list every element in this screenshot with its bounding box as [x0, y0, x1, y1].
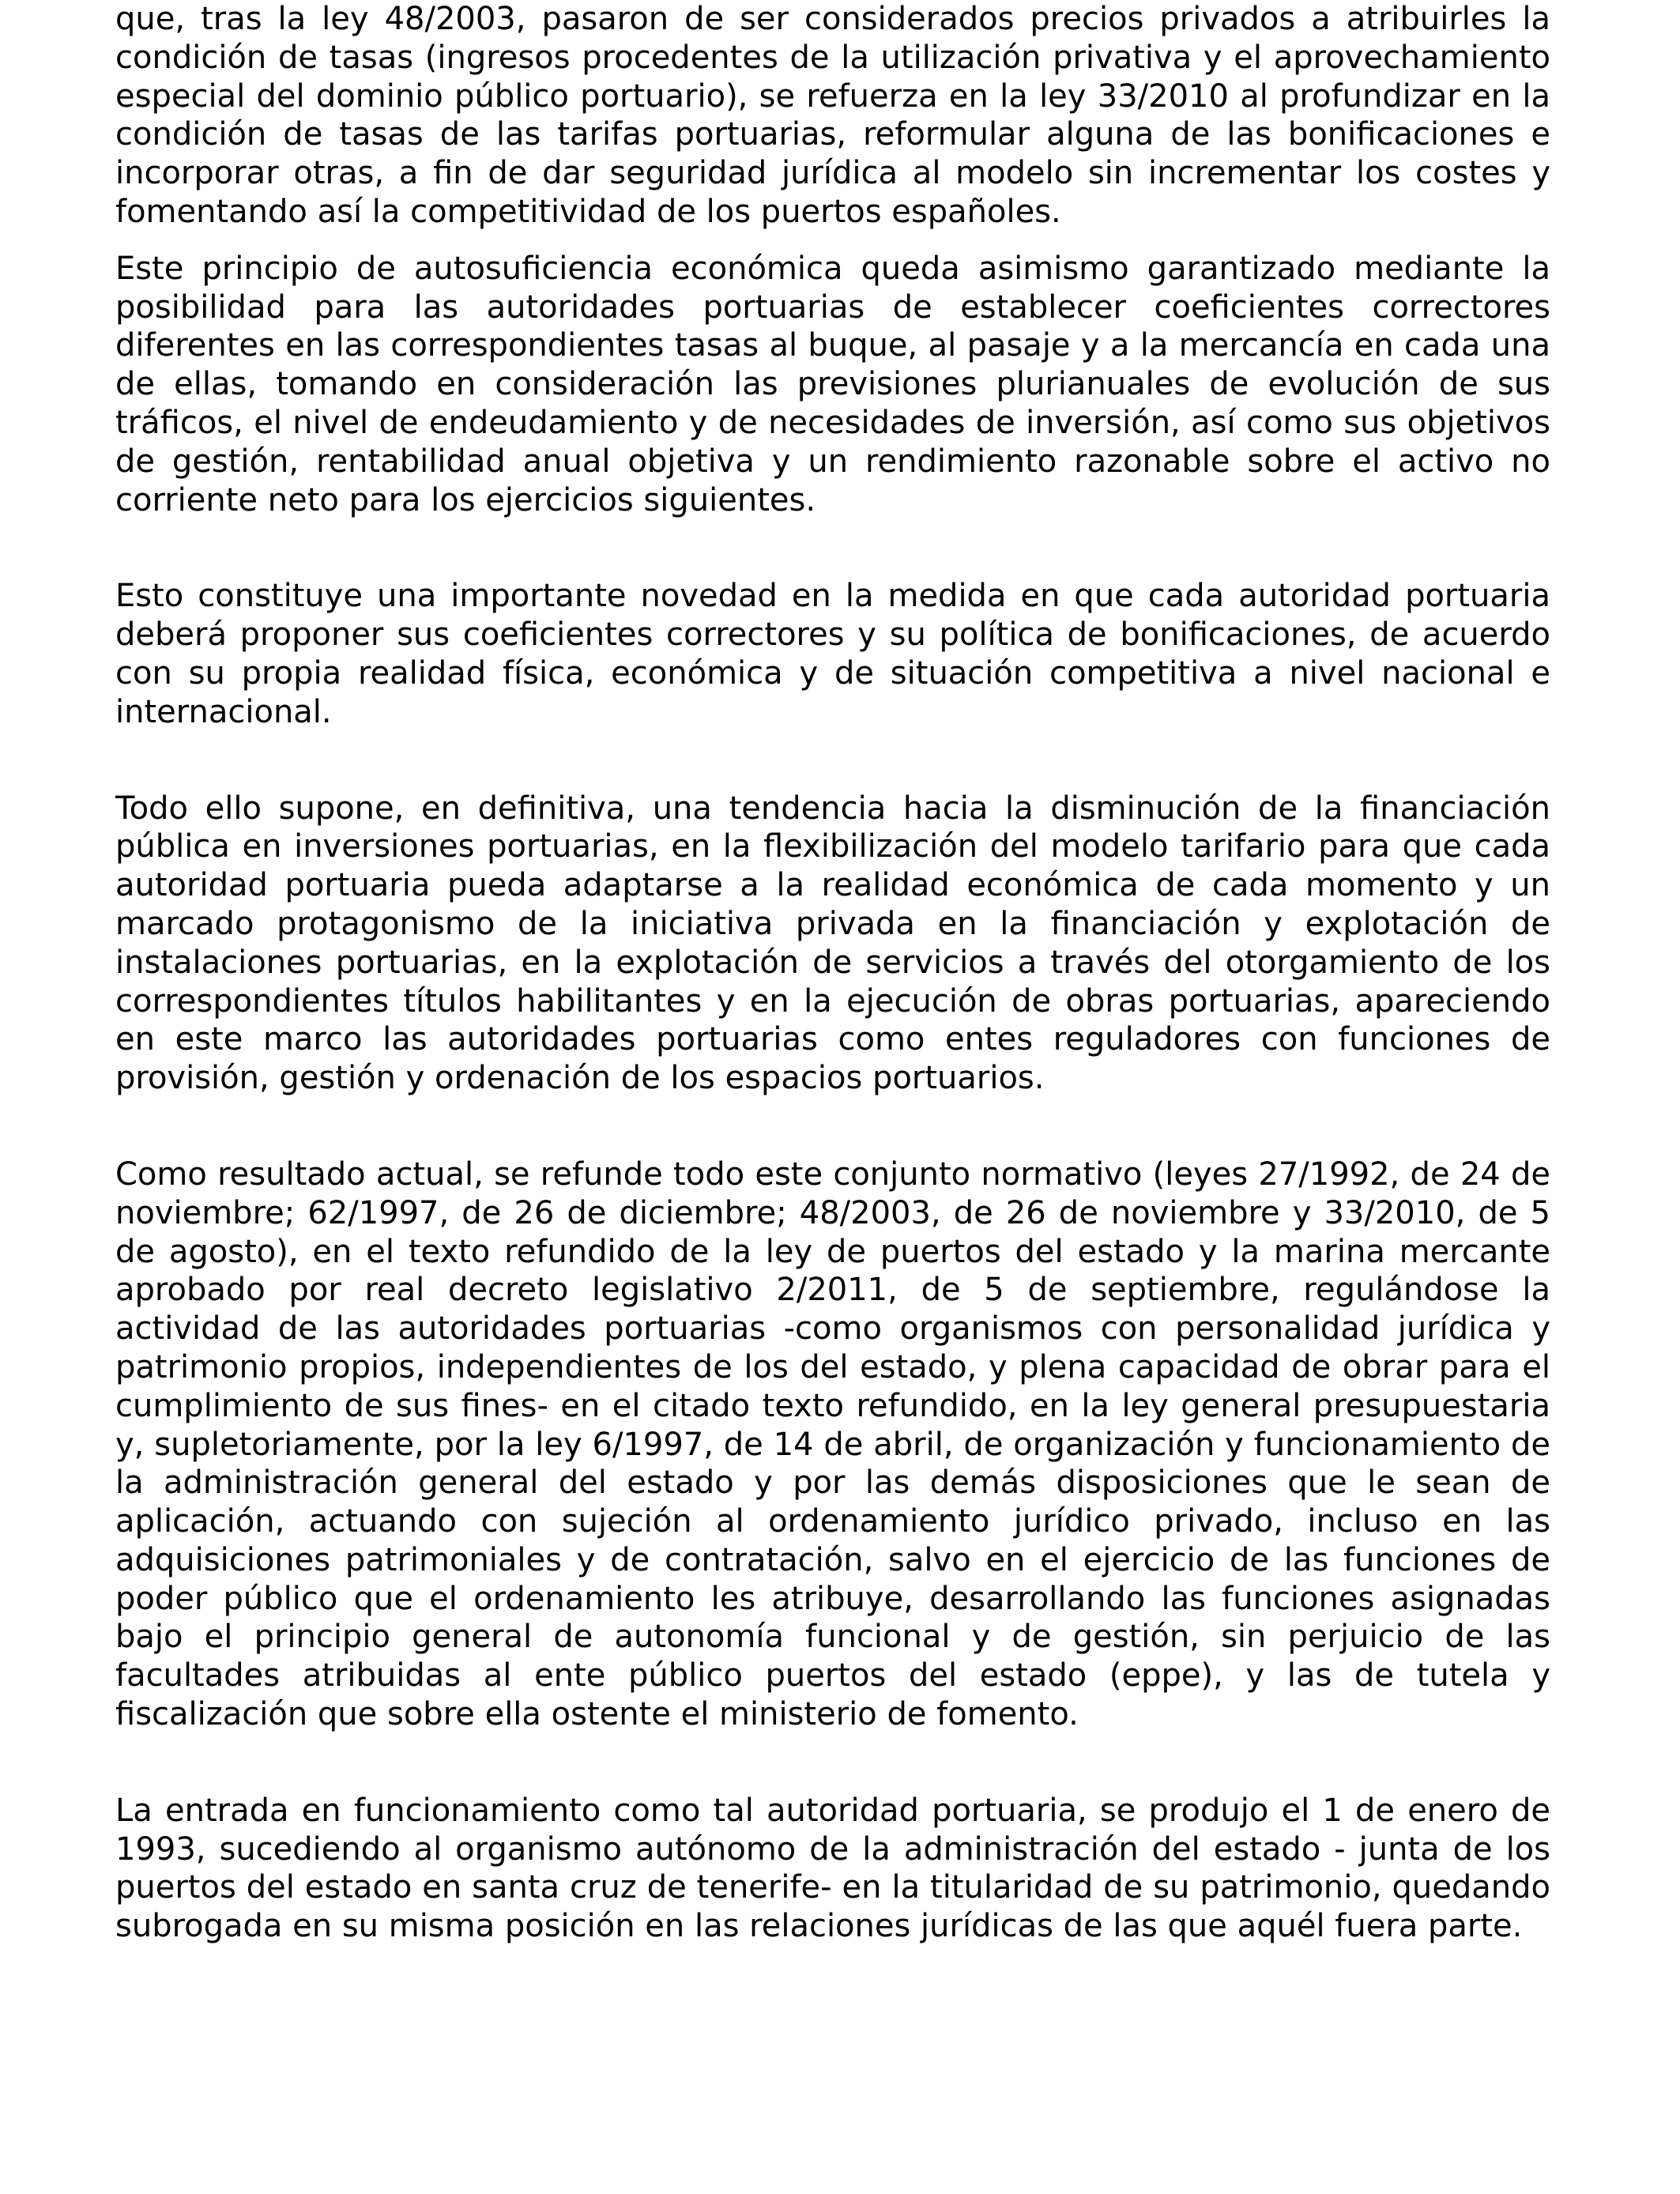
paragraph-texto-refundido: Como resultado actual, se refunde todo este conjunto normativo (leyes 27/1992, de 24 de noviembre; 62/1997, de 26 de diciembre; 48/2003, de 26 de noviembre y 33/2010, de 5 de agosto), en el texto refundido de la ley de puertos del estado y la marina mercante aprobado por real decreto legislativo 2/2011, de 5 de septiembre, regulándose la actividad de las autoridades portuarias -como organismos con personalidad jurídica y patrimonio propios, independientes de los del estado, y plena capacidad de obrar para el cumplimiento de sus fines- en el citado texto refundido, en la ley general presupuestaria y, supletoriamente, por la ley 6/1997, de 14 de abril, de organización y funcionamiento de la administración general del estado y por las demás disposiciones que le sean de aplicación, actuando con sujeción al ordenamiento jurídico privado, incluso en las adquisiciones patrimoniales y de contratación, salvo en el ejercicio de las funciones de poder público que el ordenamiento les atribuye, desarrollando las funciones asignadas bajo el principio general de autonomía funcional y de gestión, sin perjuicio de las facultades atribuidas al ente público puertos del estado (eppe), y las de tutela y fiscalización que sobre ella ostente el ministerio de fomento.	[115, 1155, 1550, 1733]
paragraph-financiacion-publica: Todo ello supone, en definitiva, una tendencia hacia la disminución de la financiación pública en inversiones portuarias, en la flexibilización del modelo tarifario para que cada autoridad portuaria pueda adaptarse a la realidad económica de cada momento y un marcado protagonismo de la iniciativa privada en la financiación y explotación de instalaciones portuarias, en la explotación de servicios a través del otorgamiento de los correspondientes títulos habilitantes y en la ejecución de obras portuarias, apareciendo en este marco las autoridades portuarias como entes reguladores con funciones de provisión, gestión y ordenación de los espacios portuarios.	[115, 790, 1550, 1097]
paragraph-entrada-en-funcionamiento: La entrada en funcionamiento como tal autoridad portuaria, se produjo el 1 de enero de 1993, sucediendo al organismo autónomo de la administración del estado - junta de los puertos del estado en santa cruz de tenerife- en la titularidad de su patrimonio, quedando subrogada en su misma posición en las relaciones jurídicas de las que aquél fuera parte.	[115, 1792, 1550, 1945]
paragraph-coeficientes-correctores: Esto constituye una importante novedad en la medida en que cada autoridad portuaria deberá proponer sus coeficientes correctores y su política de bonificaciones, de acuerdo con su propia realidad física, económica y de situación competitiva a nivel nacional e internacional.	[115, 578, 1550, 730]
paragraph-autosuficiencia-economica: Este principio de autosuficiencia económica queda asimismo garantizado mediante la posibilidad para las autoridades portuarias de establecer coeficientes correctores diferentes en las correspondientes tasas al buque, al pasaje y a la mercancía en cada una de ellas, tomando en consideración las previsiones plurianuales de evolución de sus tráficos, el nivel de endeudamiento y de necesidades de inversión, así como sus objetivos de gestión, rentabilidad anual objetiva y un rendimiento razonable sobre el activo no corriente neto para los ejercicios siguientes.	[115, 250, 1550, 518]
document-page	[115, 0, 1550, 1946]
paragraph-tasas-portuarias: que, tras la ley 48/2003, pasaron de ser considerados precios privados a atribuirles la condición de tasas (ingresos procedentes de la utilización privativa y el aprovechamiento especial del dominio público portuario), se refuerza en la ley 33/2010 al profundizar en la condición de tasas de las tarifas portuarias, reformular alguna de las bonificaciones e incorporar otras, a fin de dar seguridad jurídica al modelo sin incrementar los costes y fomentando así la competitividad de los puertos españoles.	[115, 1, 1550, 230]
